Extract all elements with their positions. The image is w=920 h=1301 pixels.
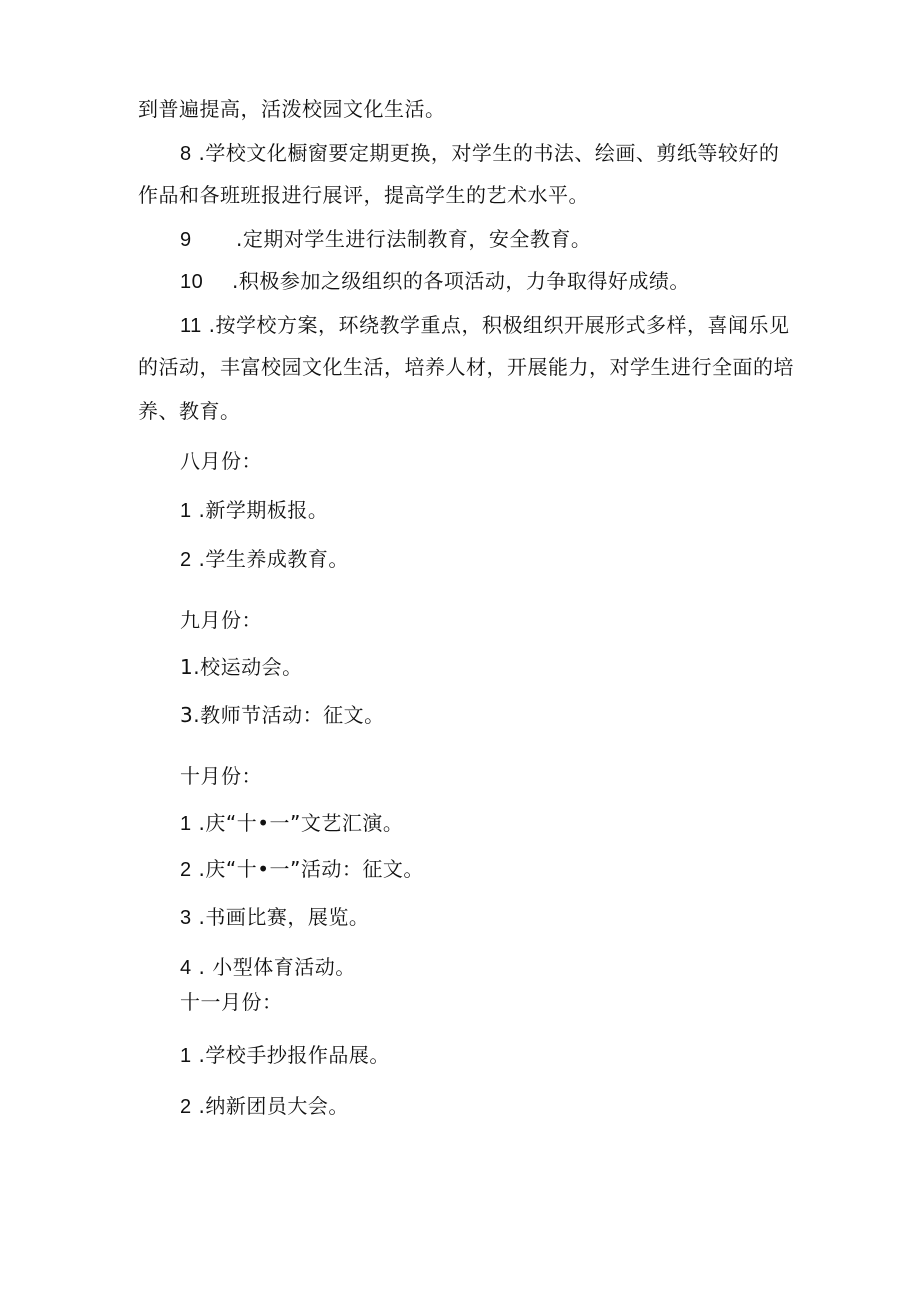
item-number: 9 — [180, 229, 192, 251]
august-entry-2 — [180, 546, 349, 573]
month-heading-october: 十月份： — [180, 764, 262, 788]
august-entry-1 — [180, 497, 328, 524]
item-11-line-3: 养、教育。 — [138, 399, 241, 423]
entry-text: .学校手抄报作品展。 — [198, 1043, 390, 1067]
entry-text: .新学期板报。 — [198, 498, 329, 522]
item-number: 8 — [180, 143, 192, 165]
item-number: 10 — [180, 271, 204, 293]
entry-text: .纳新团员大会。 — [198, 1094, 349, 1118]
item-text: .积极参加之级组织的各项活动，力争取得好成绩。 — [232, 269, 690, 293]
item-10 — [180, 268, 690, 295]
november-entry-1 — [180, 1042, 390, 1069]
month-heading-november: 十一月份： — [180, 990, 283, 1014]
entry-number: 2 — [180, 549, 192, 571]
entry-number: 1 — [180, 1045, 192, 1067]
entry-number: 1 — [180, 813, 192, 835]
entry-number: 2 — [180, 859, 192, 881]
item-text: .按学校方案，环绕教学重点，积极组织开展形式多样，喜闻乐见 — [208, 313, 790, 337]
item-9 — [180, 226, 591, 253]
november-entry-2 — [180, 1093, 349, 1120]
entry-text: . 小型体育活动。 — [198, 955, 356, 979]
month-heading-september: 九月份： — [180, 608, 262, 632]
item-number: 11 — [180, 315, 202, 337]
entry-number: 1 — [180, 500, 192, 522]
october-entry-1 — [180, 810, 403, 837]
entry-number: 2 — [180, 1096, 192, 1118]
item-8-line-2: 作品和各班班报进行展评，提高学生的艺术水平。 — [138, 183, 589, 207]
entry-text: .庆“十•一”活动：征文。 — [198, 857, 424, 881]
item-text: .学校文化橱窗要定期更换，对学生的书法、绘画、剪纸等较好的 — [198, 141, 780, 165]
entry-number: 3 — [180, 907, 192, 929]
october-entry-4 — [180, 954, 356, 981]
entry-text: .庆“十•一”文艺汇演。 — [198, 811, 404, 835]
october-entry-3 — [180, 904, 369, 931]
month-heading-august: 八月份： — [180, 449, 262, 473]
item-8-line-1 — [180, 140, 779, 167]
entry-text: .书画比赛，展览。 — [198, 905, 370, 929]
october-entry-2 — [180, 856, 424, 883]
item-11-line-1 — [180, 312, 789, 339]
intro-line: 到普遍提高，活泼校园文化生活。 — [138, 97, 446, 121]
entry-text: .学生养成教育。 — [198, 547, 349, 571]
item-11-line-2: 的活动，丰富校园文化生活，培养人材，开展能力，对学生进行全面的培 — [138, 355, 794, 379]
entry-number: 4 — [180, 957, 192, 979]
september-entry-1: 1.校运动会。 — [180, 655, 303, 679]
item-text: .定期对学生进行法制教育，安全教育。 — [236, 227, 592, 251]
september-entry-2: 3.教师节活动：征文。 — [180, 703, 385, 727]
